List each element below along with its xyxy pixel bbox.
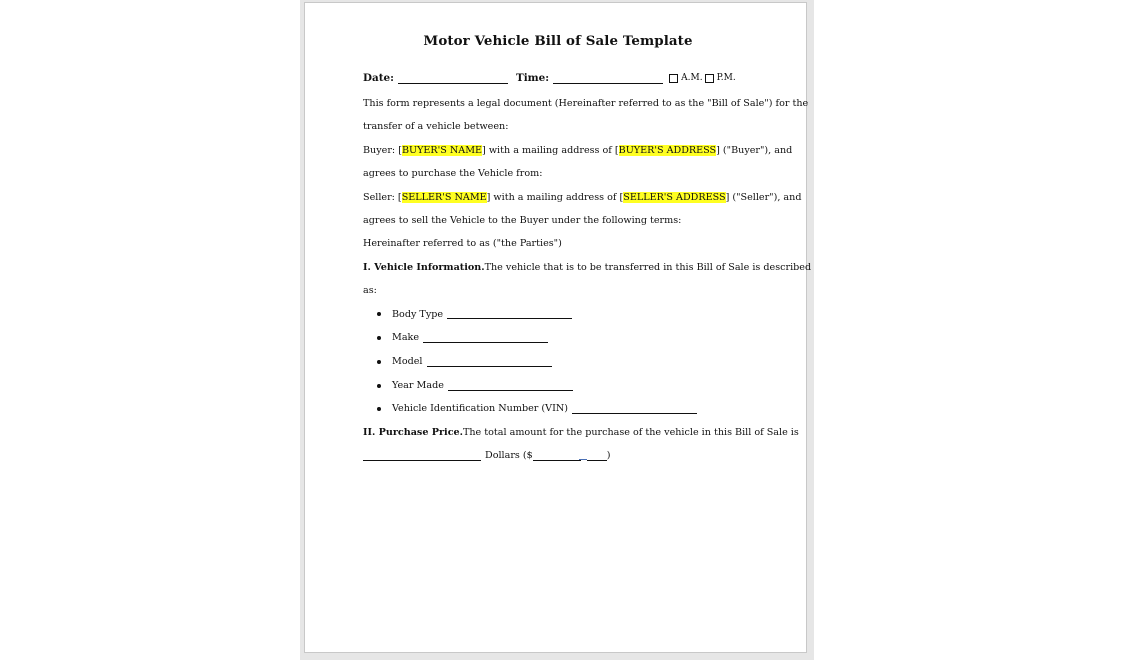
dollars-label: Dollars ($ bbox=[485, 450, 533, 462]
seller-prefix: Seller: [ bbox=[363, 191, 402, 203]
make-label: Make bbox=[392, 332, 420, 344]
vehicle-info-list bbox=[363, 303, 753, 421]
document-page bbox=[304, 2, 812, 653]
am-checkbox[interactable] bbox=[669, 74, 678, 83]
model-label: Model bbox=[392, 356, 423, 368]
buyer-middle: ] with a mailing address of [ bbox=[482, 144, 619, 156]
price-number-blank[interactable] bbox=[533, 451, 581, 461]
close-paren: ) bbox=[606, 450, 611, 462]
section-2-line bbox=[363, 421, 799, 444]
document-content bbox=[363, 33, 812, 468]
section-2-text: The total amount for the purchase of the vehicle in this Bill of Sale is bbox=[462, 426, 799, 438]
pm-label: P.M. bbox=[716, 73, 736, 84]
intro-line-1: This form represents a legal document (Hereinafter referred to as the "Bill of Sale") for the bbox=[363, 98, 809, 110]
buyer-prefix: Buyer: [ bbox=[363, 144, 402, 156]
date-time-line bbox=[363, 68, 753, 89]
pm-checkbox[interactable] bbox=[705, 74, 714, 83]
buyer-name-placeholder[interactable]: BUYER'S NAME bbox=[401, 144, 483, 156]
price-line bbox=[363, 444, 753, 467]
date-blank[interactable] bbox=[398, 74, 508, 84]
bullet-icon bbox=[377, 312, 381, 316]
list-item bbox=[377, 397, 753, 421]
parties-line: Hereinafter referred to as ("the Parties") bbox=[363, 238, 562, 250]
seller-name-placeholder[interactable]: SELLER'S NAME bbox=[401, 191, 487, 203]
seller-suffix: ] ("Seller"), and bbox=[725, 191, 802, 203]
vin-label: Vehicle Identification Number (VIN) bbox=[392, 403, 568, 415]
body-type-label: Body Type bbox=[392, 308, 444, 320]
section-1-line-2: as: bbox=[363, 285, 377, 297]
seller-line bbox=[363, 186, 802, 209]
document-title: Motor Vehicle Bill of Sale Template bbox=[423, 33, 693, 49]
buyer-address-placeholder[interactable]: BUYER'S ADDRESS bbox=[618, 144, 717, 156]
seller-line-2: agrees to sell the Vehicle to the Buyer under the following terms: bbox=[363, 214, 682, 226]
seller-address-placeholder[interactable]: SELLER'S ADDRESS bbox=[623, 191, 726, 203]
year-made-blank[interactable] bbox=[448, 381, 573, 391]
bullet-icon bbox=[377, 407, 381, 411]
bullet-icon bbox=[377, 336, 381, 340]
document-canvas bbox=[300, 0, 814, 660]
price-words-blank[interactable] bbox=[363, 451, 481, 461]
make-blank[interactable] bbox=[423, 333, 548, 343]
price-number-blank-tail[interactable] bbox=[587, 451, 607, 461]
list-item bbox=[377, 350, 753, 374]
buyer-suffix: ] ("Buyer"), and bbox=[716, 144, 793, 156]
section-2-heading: II. Purchase Price. bbox=[363, 426, 463, 438]
list-item bbox=[377, 326, 753, 350]
date-label: Date: bbox=[363, 72, 394, 85]
bullet-icon bbox=[377, 360, 381, 364]
list-item bbox=[377, 303, 753, 327]
am-label: A.M. bbox=[681, 73, 703, 84]
bullet-icon bbox=[377, 384, 381, 388]
buyer-line bbox=[363, 139, 793, 162]
time-blank[interactable] bbox=[553, 74, 663, 84]
body-type-blank[interactable] bbox=[447, 309, 572, 319]
model-blank[interactable] bbox=[427, 357, 552, 367]
cursor-mark bbox=[579, 452, 587, 460]
section-1-heading: I. Vehicle Information. bbox=[363, 261, 485, 273]
list-item bbox=[377, 374, 753, 398]
section-1-line bbox=[363, 256, 812, 279]
intro-line-2: transfer of a vehicle between: bbox=[363, 121, 509, 133]
vin-blank[interactable] bbox=[572, 404, 697, 414]
section-1-text: The vehicle that is to be transferred in this Bill of Sale is described bbox=[484, 261, 812, 273]
year-made-label: Year Made bbox=[392, 379, 444, 391]
seller-middle: ] with a mailing address of [ bbox=[486, 191, 624, 203]
time-label: Time: bbox=[516, 72, 550, 85]
buyer-line-2: agrees to purchase the Vehicle from: bbox=[363, 168, 543, 180]
